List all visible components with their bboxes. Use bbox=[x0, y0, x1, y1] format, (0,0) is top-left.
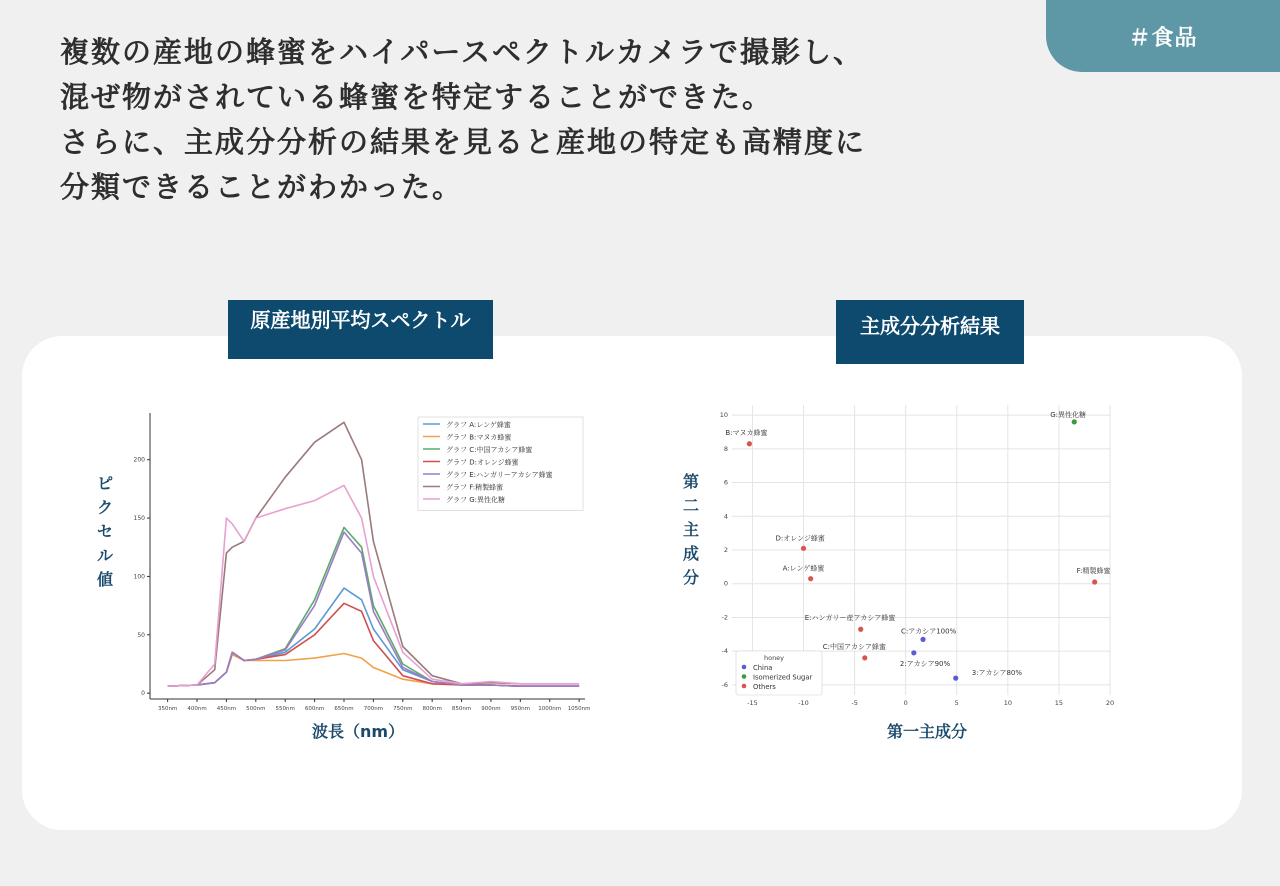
headline bbox=[60, 30, 1000, 210]
y-tick-label: 200 bbox=[133, 456, 145, 464]
spectrum-x-axis-label: 波長（nm） bbox=[312, 722, 405, 741]
data-point bbox=[911, 650, 916, 655]
data-point bbox=[747, 441, 752, 446]
legend-label: グラフ E:ハンガリーアカシア蜂蜜 bbox=[446, 471, 553, 479]
data-point-label: 2:アカシア90% bbox=[899, 659, 951, 668]
data-point bbox=[953, 676, 958, 681]
x-tick-label: 5 bbox=[954, 699, 959, 707]
x-tick-label: 800nm bbox=[422, 706, 442, 712]
y-tick-label: -2 bbox=[721, 613, 728, 622]
data-point bbox=[920, 637, 925, 642]
legend-label: グラフ G:異性化糖 bbox=[446, 496, 506, 504]
y-tick-label: 150 bbox=[133, 515, 145, 523]
x-tick-label: 1000nm bbox=[538, 706, 562, 712]
x-tick-label: 1050nm bbox=[567, 706, 591, 712]
data-point-label: C:アカシア100% bbox=[901, 627, 957, 636]
spectrum-chart-title: 原産地別平均スペクトル bbox=[250, 308, 471, 332]
x-tick-label: 350nm bbox=[157, 706, 178, 712]
x-tick-label: 400nm bbox=[187, 706, 207, 712]
data-point bbox=[801, 546, 806, 551]
legend-label: グラフ F:精製蜂蜜 bbox=[446, 483, 504, 492]
x-tick-label: 850nm bbox=[451, 706, 472, 712]
x-tick-label: 10 bbox=[1003, 699, 1012, 707]
data-point-label: G:異性化糖 bbox=[1050, 410, 1087, 419]
x-tick-label: 20 bbox=[1105, 699, 1115, 707]
legend-label: Others bbox=[753, 683, 776, 691]
x-tick-label: 600nm bbox=[304, 706, 325, 712]
headline-line: さらに、主成分分析の結果を見ると産地の特定も高精度に bbox=[60, 125, 867, 159]
pca-y-axis-label: 第二主成分 bbox=[682, 472, 699, 587]
y-tick-label: 2 bbox=[723, 546, 728, 554]
spectrum-line-chart bbox=[130, 405, 595, 715]
y-tick-label: 0 bbox=[141, 690, 145, 698]
x-tick-label: 0 bbox=[903, 699, 908, 707]
x-tick-label: 15 bbox=[1054, 699, 1064, 707]
legend-label: China bbox=[753, 664, 773, 672]
y-tick-label: 0 bbox=[723, 579, 728, 588]
headline-line: 混ぜ物がされている蜂蜜を特定することができた。 bbox=[60, 80, 774, 114]
legend-label: グラフ C:中国アカシア蜂蜜 bbox=[446, 446, 533, 454]
pca-chart-title: 主成分分析結果 bbox=[860, 314, 1000, 338]
legend-label: グラフ A:レンゲ蜂蜜 bbox=[446, 421, 511, 429]
legend-marker bbox=[742, 674, 747, 679]
spectrum-y-axis-label: ピクセル値 bbox=[96, 474, 113, 589]
x-tick-label: 500nm bbox=[246, 706, 266, 712]
x-tick-label: -10 bbox=[798, 699, 809, 707]
x-tick-label: 950nm bbox=[510, 706, 531, 712]
legend-label: Isomerized Sugar bbox=[753, 673, 813, 682]
y-tick-label: 8 bbox=[723, 444, 728, 453]
spectrum-chart-title-box bbox=[228, 300, 493, 359]
legend-marker bbox=[742, 684, 747, 689]
headline-line: 複数の産地の蜂蜜をハイパースペクトルカメラで撮影し、 bbox=[60, 35, 864, 69]
data-point-label: E:ハンガリー産アカシア蜂蜜 bbox=[804, 614, 896, 623]
y-tick-label: -4 bbox=[721, 647, 728, 656]
data-point-label: C:中国アカシア蜂蜜 bbox=[822, 642, 886, 651]
data-point-label: F:精製蜂蜜 bbox=[1076, 567, 1111, 576]
y-tick-label: 6 bbox=[723, 478, 728, 487]
y-tick-label: 100 bbox=[133, 573, 145, 581]
x-tick-label: 550nm bbox=[275, 706, 295, 712]
legend-title: honey bbox=[763, 654, 785, 662]
headline-line: 分類できることがわかった。 bbox=[60, 170, 464, 204]
data-point-label: B:マヌカ蜂蜜 bbox=[725, 428, 768, 437]
pca-x-axis-label: 第一主成分 bbox=[887, 722, 968, 741]
data-point-label: A:レンゲ蜂蜜 bbox=[782, 564, 825, 573]
data-point-label: 3:アカシア80% bbox=[971, 669, 1023, 678]
data-point bbox=[858, 627, 863, 632]
x-tick-label: 700nm bbox=[363, 706, 384, 712]
x-tick-label: -15 bbox=[747, 699, 758, 707]
y-tick-label: 4 bbox=[723, 512, 728, 521]
data-point-label: D:オレンジ蜂蜜 bbox=[775, 534, 825, 543]
x-tick-label: 650nm bbox=[334, 706, 354, 712]
legend-label: グラフ D:オレンジ蜂蜜 bbox=[446, 458, 519, 467]
legend-marker bbox=[742, 665, 747, 670]
legend-label: グラフ B:マヌカ蜂蜜 bbox=[446, 433, 512, 442]
data-point bbox=[808, 576, 813, 581]
data-point bbox=[862, 655, 867, 660]
pca-chart-title-box bbox=[836, 300, 1024, 364]
pca-scatter-chart bbox=[700, 395, 1120, 715]
data-point bbox=[1092, 579, 1097, 584]
x-tick-label: -5 bbox=[851, 699, 858, 707]
y-tick-label: -6 bbox=[721, 680, 728, 689]
x-tick-label: 450nm bbox=[216, 706, 237, 712]
y-tick-label: 10 bbox=[719, 411, 728, 420]
data-point bbox=[1072, 419, 1077, 424]
x-tick-label: 750nm bbox=[393, 706, 413, 712]
category-tag: ＃食品 bbox=[1046, 0, 1280, 72]
y-tick-label: 50 bbox=[137, 631, 145, 639]
x-tick-label: 900nm bbox=[481, 706, 501, 712]
